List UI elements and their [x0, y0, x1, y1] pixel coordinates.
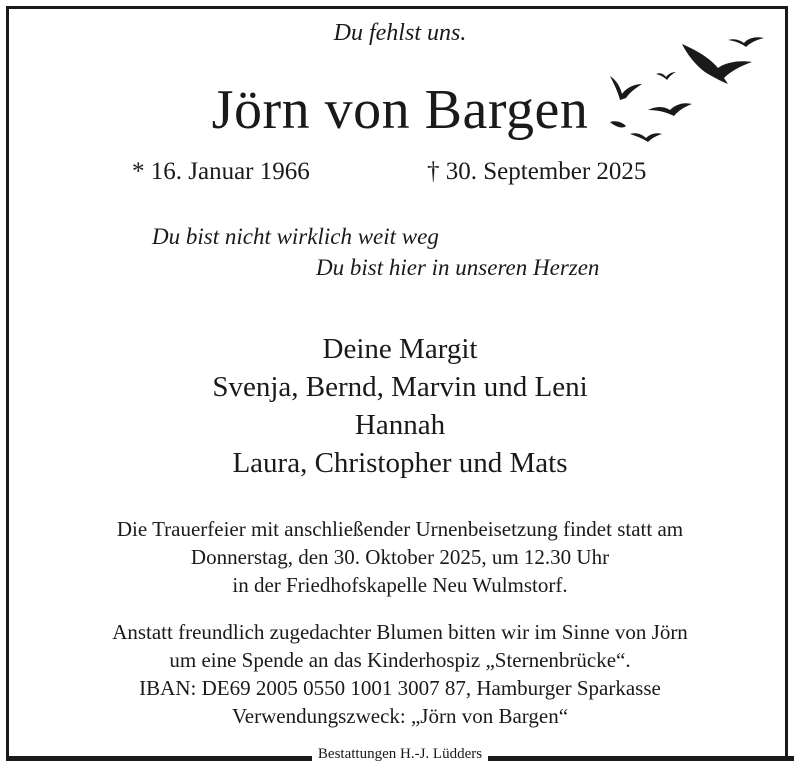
donation-line: Anstatt freundlich zugedachter Blumen bitten wir im Sinne von Jörn: [112, 620, 688, 644]
funeral-home-name: Bestattungen H.-J. Lüdders: [312, 746, 488, 762]
ceremony-line: in der Friedhofskapelle Neu Wulmstorf.: [232, 573, 568, 597]
donation-info: [0, 618, 800, 730]
mourner-line: Laura, Christopher und Mats: [232, 447, 568, 479]
mourners-list: [0, 330, 800, 482]
ceremony-line: Donnerstag, den 30. Oktober 2025, um 12.30 Uhr: [190, 545, 610, 569]
birth-date: * 16. Januar 1966: [132, 158, 310, 185]
mourner-line: Svenja, Bernd, Marvin und Leni: [212, 371, 588, 403]
deceased-name: Jörn von Bargen: [211, 79, 589, 141]
flying-birds-icon: [600, 28, 780, 148]
mourner-line: Deine Margit: [322, 333, 478, 365]
funeral-home-label: [0, 745, 800, 763]
quote-line: Du bist nicht wirklich weit weg: [152, 224, 439, 249]
donation-line: Verwendungszweck: „Jörn von Bargen“: [231, 704, 569, 728]
ceremony-info: [0, 515, 800, 599]
ceremony-line: Die Trauerfeier mit anschließender Urnenbeisetzung findet statt am: [116, 517, 684, 541]
donation-line: um eine Spende an das Kinderhospiz „Sternenbrücke“.: [169, 648, 631, 672]
death-date: † 30. September 2025: [427, 158, 647, 185]
quote-line: Du bist hier in unseren Herzen: [316, 255, 600, 280]
donation-line: IBAN: DE69 2005 0550 1001 3007 87, Hamburger Sparkasse: [139, 676, 661, 700]
mourner-line: Hannah: [354, 409, 446, 441]
intro-line: Du fehlst uns.: [333, 20, 467, 46]
